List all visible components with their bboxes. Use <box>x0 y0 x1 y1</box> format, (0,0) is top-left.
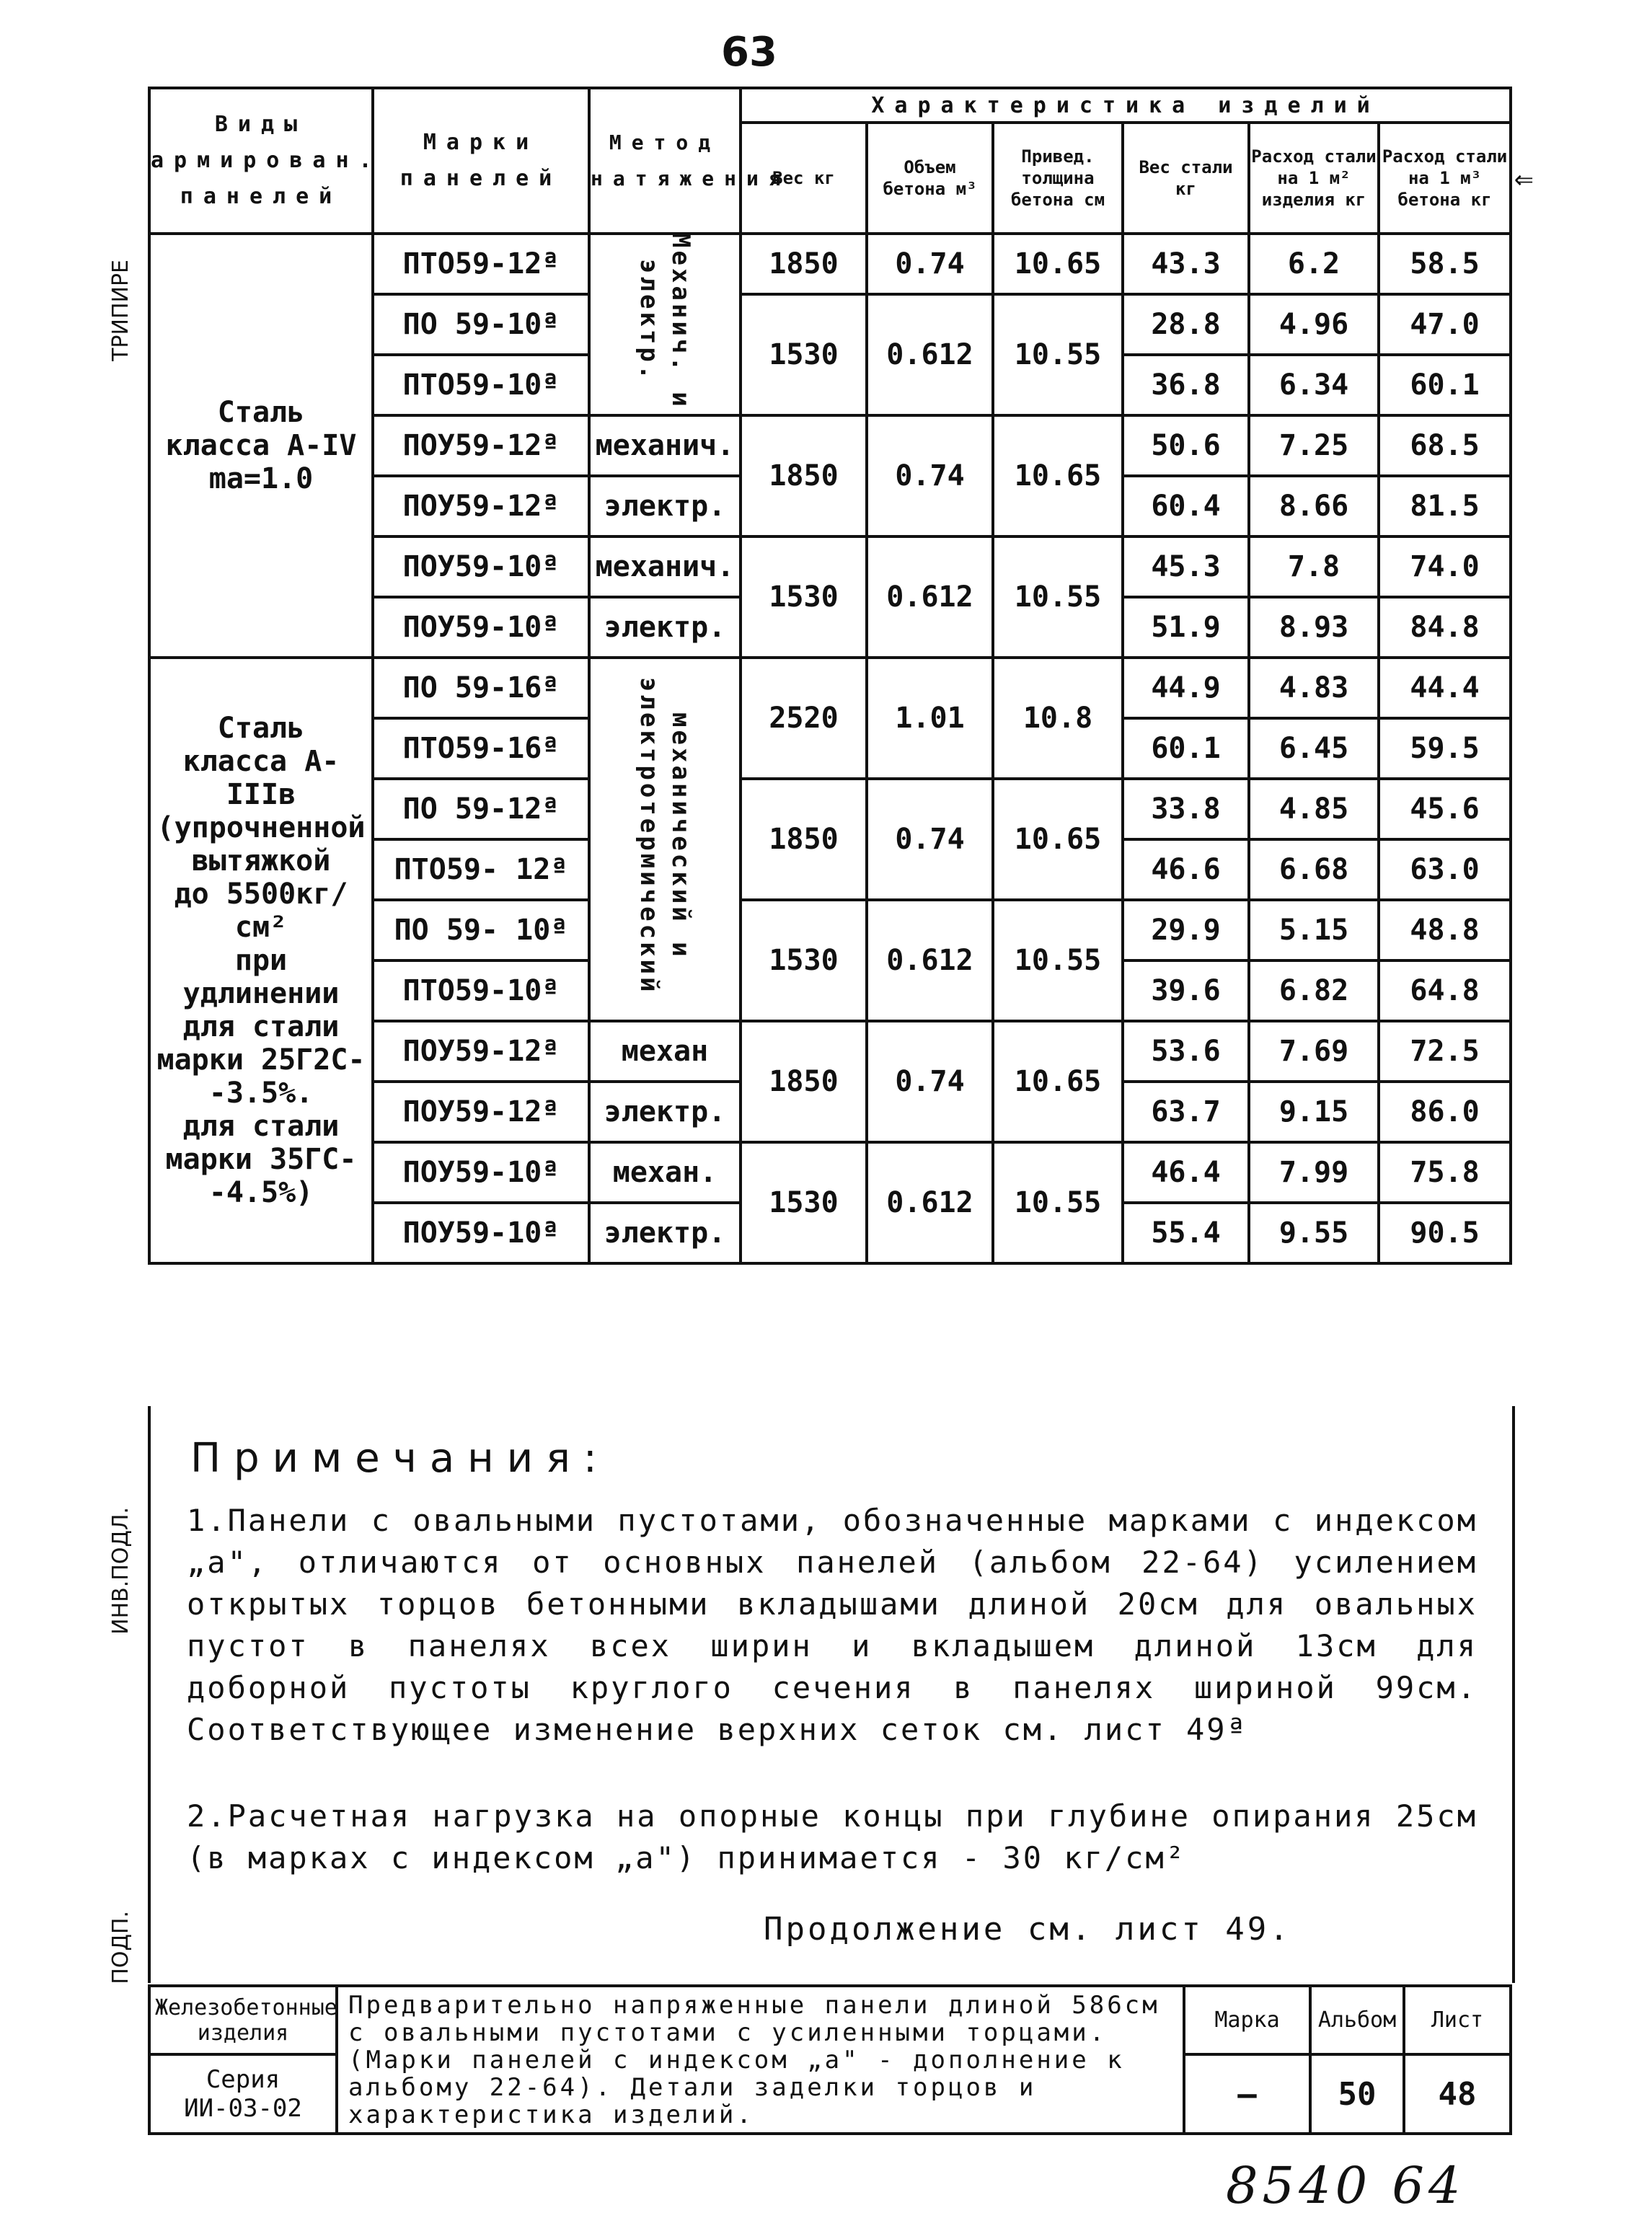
table-cell-m3: 72.5 <box>1379 1021 1511 1082</box>
note-item-2: 2.Расчетная нагрузка на опорные концы при глубине опирания 25см (в марках с индексом „а") принимается - 30 кг/см² <box>187 1798 1477 1876</box>
table-cell-m2: 5.15 <box>1249 900 1379 960</box>
table-cell-thickness: 10.55 <box>993 900 1123 1021</box>
table-cell-mark: ПО 59-10ª <box>373 294 589 355</box>
table-cell-mark: ПОУ59-12ª <box>373 1082 589 1142</box>
table-cell-steel: 43.3 <box>1123 234 1249 294</box>
table-cell-steel: 63.7 <box>1123 1082 1249 1142</box>
table-cell-weight: 2520 <box>741 658 867 779</box>
table-cell-volume: 0.612 <box>867 536 993 658</box>
stamp-description: Предварительно напряженные панели длиной 586см с овальными пустотами с усиленными торцами.(Марки панелей с индексом „а" - дополнение к альбому 22-64). Детали заделки торцов и характеристика изделий. <box>337 1986 1184 2134</box>
side-label-2: ИНВ.ПОДЛ. <box>108 1507 133 1635</box>
table-cell-m3: 84.8 <box>1379 597 1511 658</box>
table-cell-m2: 6.2 <box>1249 234 1379 294</box>
table-cell-mark: ПОУ59-10ª <box>373 597 589 658</box>
table-cell-thickness: 10.65 <box>993 1021 1123 1142</box>
table-cell-volume: 0.612 <box>867 1142 993 1263</box>
table-cell-thickness: 10.8 <box>993 658 1123 779</box>
stamp-org: Железобетонные изделия <box>149 1986 337 2054</box>
notes-section <box>148 1406 1515 1983</box>
continuation-note: Продолжение см. лист 49. <box>764 1911 1291 1948</box>
side-label-1: ТРИПИРЕ <box>108 260 133 361</box>
table-cell-weight: 1850 <box>741 415 867 536</box>
table-cell-mark: ПОУ59-12ª <box>373 1021 589 1082</box>
table-cell-m3: 81.5 <box>1379 476 1511 536</box>
table-cell-volume: 0.612 <box>867 900 993 1021</box>
table-cell-m2: 8.93 <box>1249 597 1379 658</box>
table-cell-volume: 0.74 <box>867 415 993 536</box>
table-cell-steel: 55.4 <box>1123 1203 1249 1263</box>
table-cell-m2: 9.55 <box>1249 1203 1379 1263</box>
table-cell-mark: ПОУ59-12ª <box>373 476 589 536</box>
table-cell-m2: 4.85 <box>1249 779 1379 839</box>
col-volume-header: Объем бетона м³ <box>867 123 993 234</box>
table-cell-weight: 1530 <box>741 900 867 1021</box>
table-cell-method: механ <box>589 1021 741 1082</box>
table-cell-steel: 39.6 <box>1123 960 1249 1021</box>
table-cell-m2: 6.34 <box>1249 355 1379 415</box>
table-cell-method: электр. <box>589 597 741 658</box>
table-cell-m3: 75.8 <box>1379 1142 1511 1203</box>
table-cell-thickness: 10.65 <box>993 779 1123 900</box>
table-cell-steel: 45.3 <box>1123 536 1249 597</box>
section2-method-vertical: механический и электротермический <box>589 658 741 1021</box>
col-thickness-header: Привед. толщина бетона см <box>993 123 1123 234</box>
table-cell-volume: 0.612 <box>867 294 993 415</box>
table-cell-m3: 86.0 <box>1379 1082 1511 1142</box>
table-cell-steel: 36.8 <box>1123 355 1249 415</box>
table-cell-weight: 1530 <box>741 1142 867 1263</box>
col-kind-header: Виды армирован. панелей <box>149 88 373 234</box>
table-cell-m2: 8.66 <box>1249 476 1379 536</box>
section1-kind: Сталь класса А-IV mа=1.0 <box>149 234 373 658</box>
table-cell-m2: 7.8 <box>1249 536 1379 597</box>
table-cell-thickness: 10.65 <box>993 234 1123 294</box>
table-cell-volume: 1.01 <box>867 658 993 779</box>
stamp-album-value: 50 <box>1310 2054 1404 2134</box>
table-cell-m2: 4.96 <box>1249 294 1379 355</box>
characteristics-table <box>148 87 1512 1265</box>
notes-title: Примечания: <box>190 1435 610 1482</box>
handwritten-number: 8540 64 <box>1226 2156 1465 2215</box>
stamp-sheet-value: 48 <box>1404 2054 1511 2134</box>
table-cell-weight: 1530 <box>741 536 867 658</box>
stamp-sheet-label: Лист <box>1404 1986 1511 2054</box>
table-cell-steel: 46.4 <box>1123 1142 1249 1203</box>
table-cell-m2: 4.83 <box>1249 658 1379 718</box>
table-cell-mark: ПТО59-12ª <box>373 234 589 294</box>
table-cell-mark: ПОУ59-10ª <box>373 536 589 597</box>
table-cell-weight: 1850 <box>741 1021 867 1142</box>
page-number: 63 <box>721 29 777 76</box>
table-cell-steel: 33.8 <box>1123 779 1249 839</box>
table-cell-volume: 0.74 <box>867 1021 993 1142</box>
stamp-mark-label: Марка <box>1184 1986 1310 2054</box>
arrow-icon: ⇐ <box>1514 160 1534 197</box>
table-cell-thickness: 10.55 <box>993 536 1123 658</box>
stamp-series: Серия ИИ-03-02 <box>149 2054 337 2134</box>
table-cell-steel: 60.1 <box>1123 718 1249 779</box>
table-cell-m2: 6.82 <box>1249 960 1379 1021</box>
table-cell-m2: 7.25 <box>1249 415 1379 476</box>
table-cell-mark: ПО 59-16ª <box>373 658 589 718</box>
table-cell-mark: ПОУ59-10ª <box>373 1142 589 1203</box>
table-cell-weight: 1530 <box>741 294 867 415</box>
stamp-album-label: Альбом <box>1310 1986 1404 2054</box>
table-cell-m3: 47.0 <box>1379 294 1511 355</box>
table-cell-thickness: 10.55 <box>993 1142 1123 1263</box>
table-cell-mark: ПОУ59-12ª <box>373 415 589 476</box>
table-cell-mark: ПТО59-10ª <box>373 960 589 1021</box>
table-cell-mark: ПТО59-10ª <box>373 355 589 415</box>
table-cell-method: электр. <box>589 476 741 536</box>
table-cell-m3: 58.5 <box>1379 234 1511 294</box>
table-cell-m3: 63.0 <box>1379 839 1511 900</box>
table-cell-m2: 7.99 <box>1249 1142 1379 1203</box>
table-cell-m3: 48.8 <box>1379 900 1511 960</box>
table-cell-steel: 60.4 <box>1123 476 1249 536</box>
table-cell-mark: ПО 59- 10ª <box>373 900 589 960</box>
table-cell-steel: 44.9 <box>1123 658 1249 718</box>
table-cell-steel: 53.6 <box>1123 1021 1249 1082</box>
table-cell-m3: 59.5 <box>1379 718 1511 779</box>
table-cell-volume: 0.74 <box>867 234 993 294</box>
table-cell-mark: ПТО59-16ª <box>373 718 589 779</box>
col-steel-m2-header: Расход стали на 1 м² изделия кг <box>1249 123 1379 234</box>
note-item-1: 1.Панели с овальными пустотами, обозначенные марками с индексом „а", отличаются от основных панелей (альбом 22-64) усилением открытых торцов бетонными вкладышами длиной 20см для овальных пустот в панелях всех ширин и вкладышем длиной 13см для доборной пустоты круглого сечения в панелях шириной 99см. Соответствующее изменение верхних сеток см. лист 49ª <box>187 1503 1477 1747</box>
table-cell-m3: 44.4 <box>1379 658 1511 718</box>
table-cell-m3: 60.1 <box>1379 355 1511 415</box>
table-cell-m3: 68.5 <box>1379 415 1511 476</box>
section2-kind: Сталь класса А-IIIв (упрочненной вытяжкой до 5500кг/см² при удлинении для стали марки 25Г2С- -3.5%. для стали марки 35ГС- -4.5%) <box>149 658 373 1263</box>
table-cell-method: электр. <box>589 1203 741 1263</box>
table-cell-steel: 46.6 <box>1123 839 1249 900</box>
table-cell-m2: 7.69 <box>1249 1021 1379 1082</box>
table-cell-thickness: 10.65 <box>993 415 1123 536</box>
table-cell-m3: 45.6 <box>1379 779 1511 839</box>
col-weight-header: Вес кг <box>741 123 867 234</box>
col-steel-header: Вес стали кг <box>1123 123 1249 234</box>
group-header: Характеристика изделий <box>741 88 1511 123</box>
table-cell-method: механ. <box>589 1142 741 1203</box>
table-cell-mark: ПО 59-12ª <box>373 779 589 839</box>
table-cell-m3: 74.0 <box>1379 536 1511 597</box>
table-cell-steel: 29.9 <box>1123 900 1249 960</box>
table-cell-mark: ПОУ59-10ª <box>373 1203 589 1263</box>
col-mark-header: Марки панелей <box>373 88 589 234</box>
title-block <box>148 1984 1512 2135</box>
table-cell-m2: 6.45 <box>1249 718 1379 779</box>
table-cell-method: электр. <box>589 1082 741 1142</box>
table-cell-m2: 9.15 <box>1249 1082 1379 1142</box>
table-cell-weight: 1850 <box>741 234 867 294</box>
table-cell-thickness: 10.55 <box>993 294 1123 415</box>
table-cell-steel: 50.6 <box>1123 415 1249 476</box>
table-cell-weight: 1850 <box>741 779 867 900</box>
stamp-mark-value: — <box>1184 2054 1310 2134</box>
table-cell-volume: 0.74 <box>867 779 993 900</box>
table-cell-method: механич. <box>589 536 741 597</box>
col-method-header: Метод натяжения <box>589 88 741 234</box>
table-cell-method: механич. <box>589 415 741 476</box>
table-cell-steel: 28.8 <box>1123 294 1249 355</box>
table-cell-m3: 64.8 <box>1379 960 1511 1021</box>
table-cell-m2: 6.68 <box>1249 839 1379 900</box>
section1-method-vertical: Механич. и электр. <box>589 234 741 415</box>
table-cell-steel: 51.9 <box>1123 597 1249 658</box>
table-cell-mark: ПТО59- 12ª <box>373 839 589 900</box>
side-label-3: ПОДП. <box>108 1911 133 1984</box>
table-cell-m3: 90.5 <box>1379 1203 1511 1263</box>
col-steel-m3-header: Расход стали на 1 м³ бетона кг <box>1379 123 1511 234</box>
